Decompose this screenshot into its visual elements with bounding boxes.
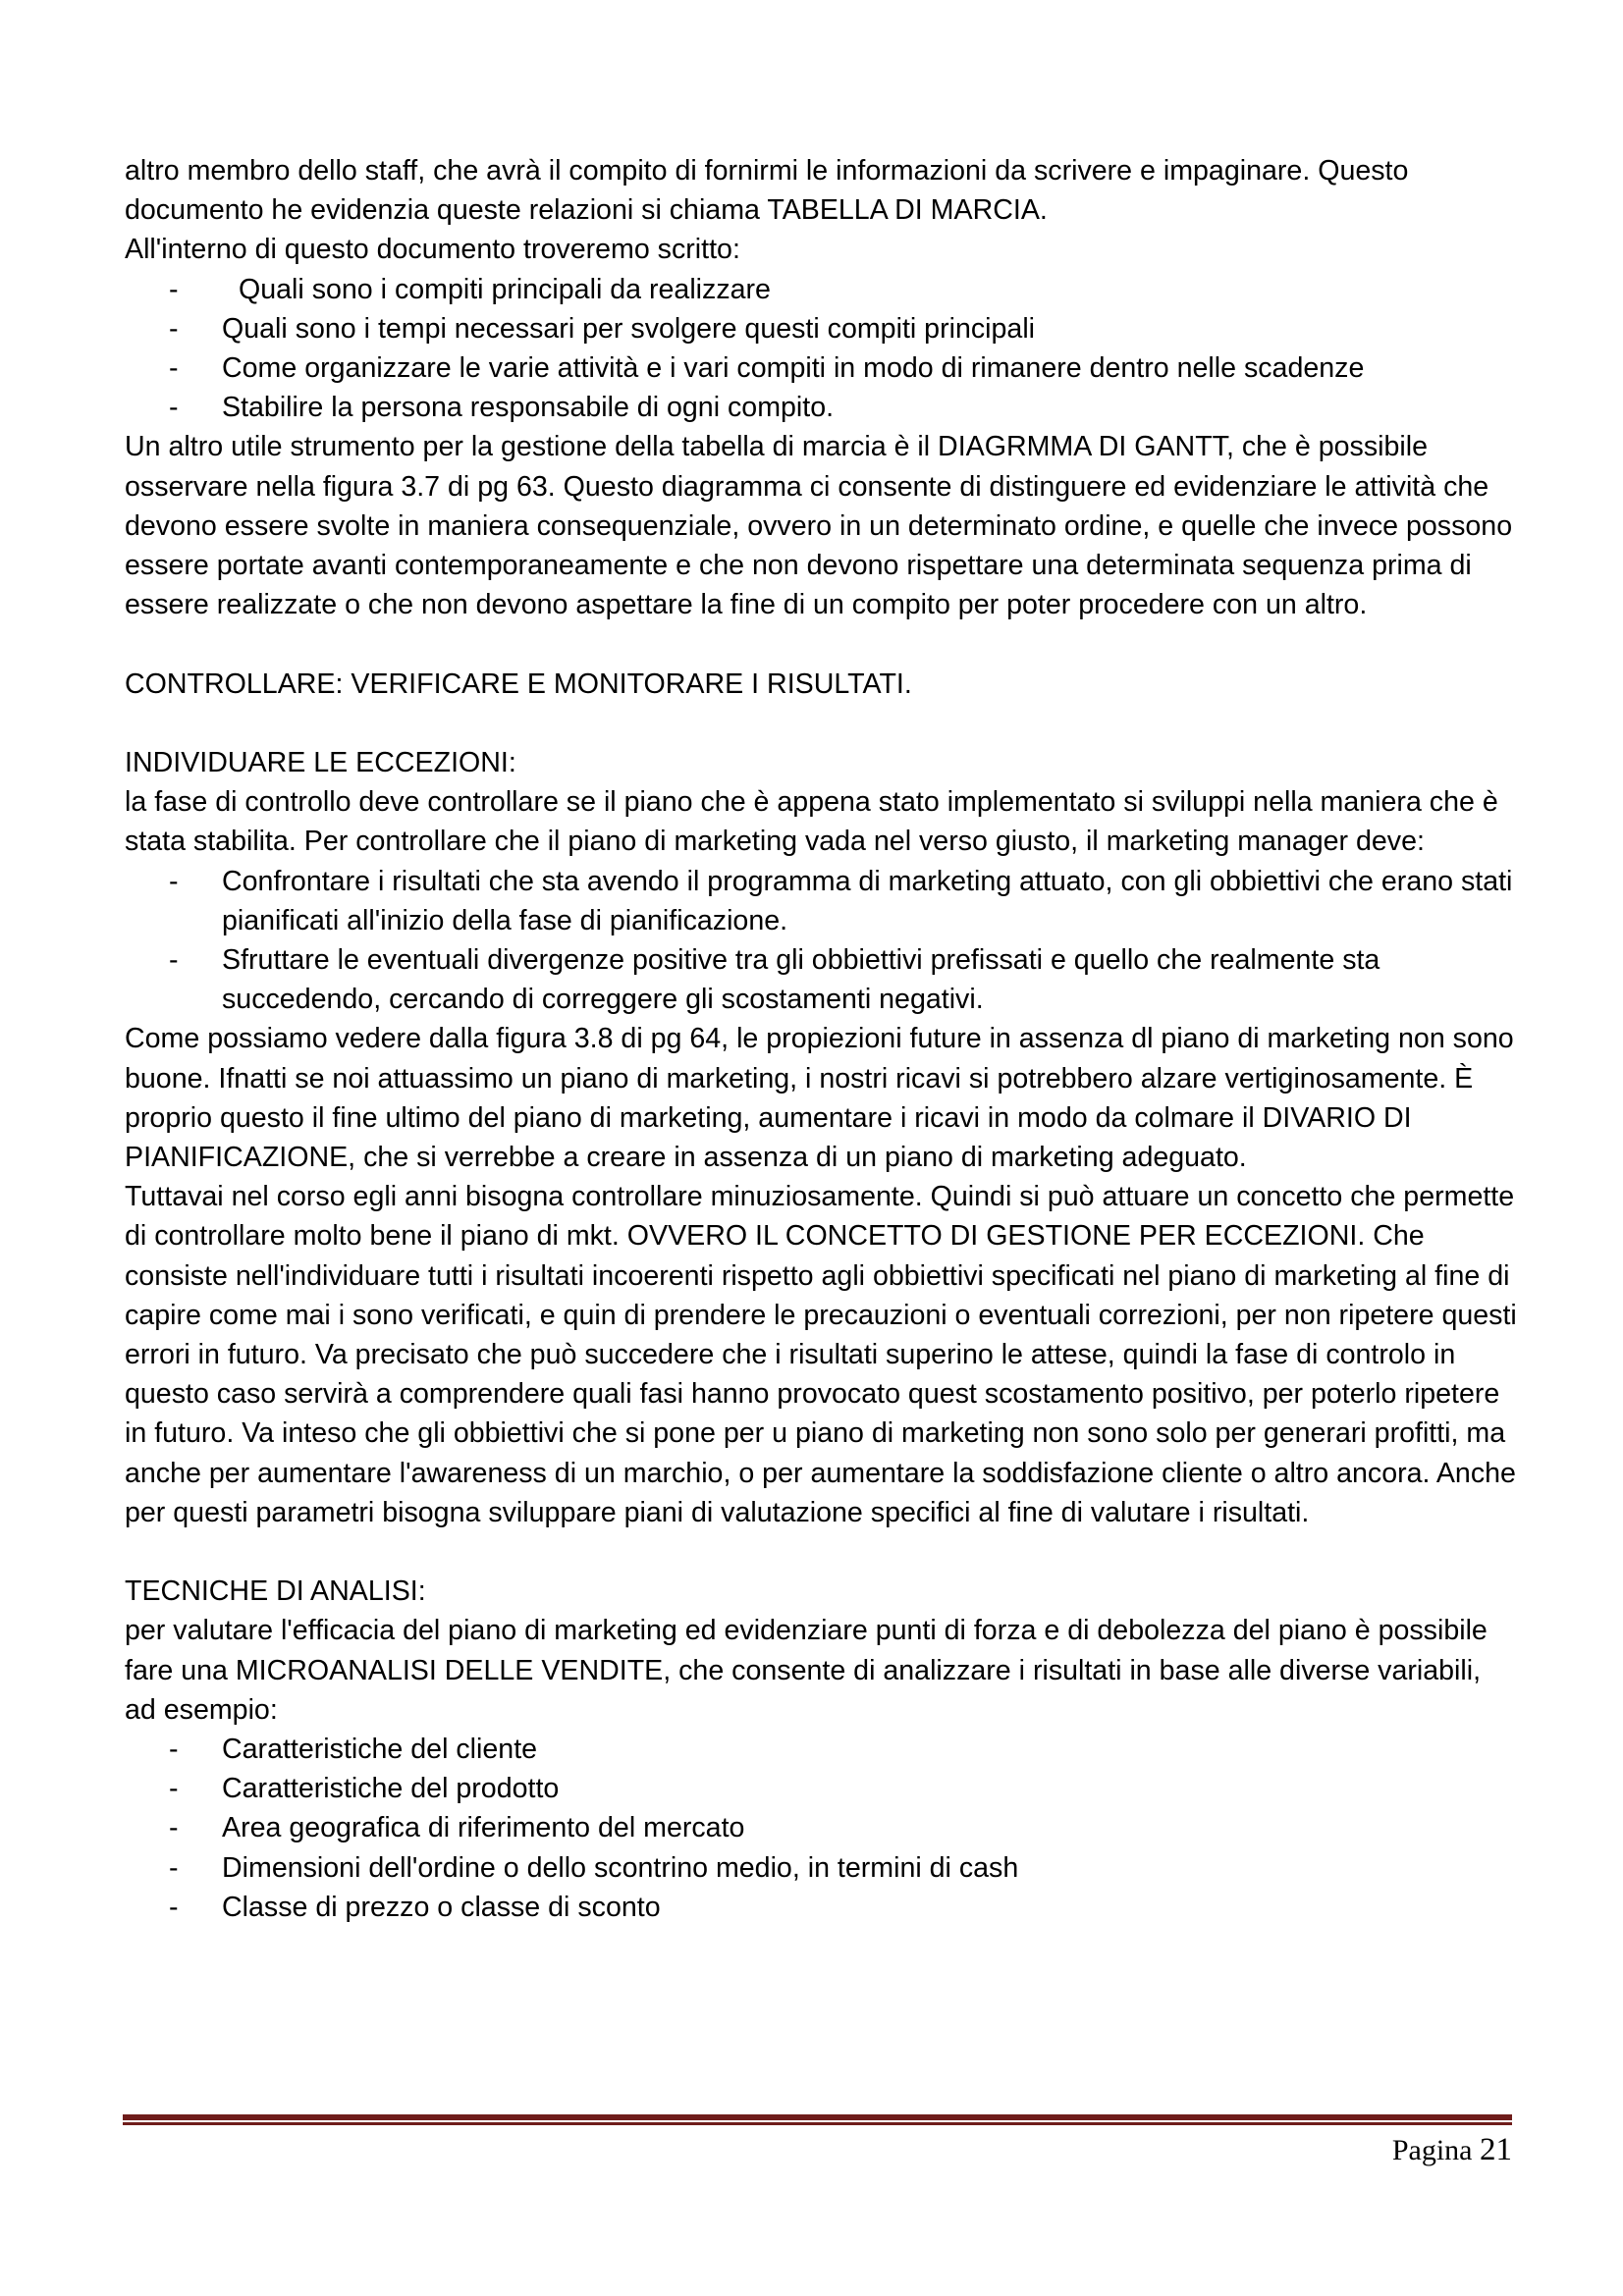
- list-item-text: Dimensioni dell'ordine o dello scontrino medio, in termini di cash: [222, 1851, 1019, 1884]
- paragraph-figura: Come possiamo vedere dalla figura 3.8 di pg 64, le propiezioni future in assenza dl piano di marketing non sono buone. Ifnatti se noi attuassimo un piano di marketing, i nostri ricavi si potrebbero alzare vertiginosamente. È proprio questo il fine ultimo del piano di marketing, aumentare i ricavi in modo da colmare il DIVARIO DI PIANIFICAZIONE, che si verrebbe a creare in assenza di un piano di marketing adeguato.: [125, 1023, 1514, 1174]
- bullet-dash: -: [169, 944, 179, 977]
- list-item-text: Area geografica di riferimento del mercato: [222, 1812, 745, 1844]
- list-item-text: Caratteristiche del prodotto: [222, 1773, 560, 1805]
- list-item-text: Classe di prezzo o classe di sconto: [222, 1891, 661, 1923]
- list-item: [125, 1769, 1519, 1808]
- paragraph-tuttavia: Tuttavai nel corso egli anni bisogna controllare minuziosamente. Quindi si può attuare un concetto che permette di controllare molto bene il piano di mkt. OVVERO IL CONCETTO DI GESTIONE PER ECCEZIONI. Che consiste nell'individuare tutti i risultati incoerenti rispetto agli obbiettivi specificati nel piano di marketing al fine di capire come mai i sono verificati, e quin di prendere le precauzioni o eventuali correzioni, per non ripetere questi errori in futuro. Va precisato che può succedere che i risultati superino le attese, quindi la fase di controlo in questo caso servirà a comprendere quali fasi hanno provocato quest scostamento positivo, per poterlo ripetere in futuro. Va inteso che gli obbiettivi che si pone per u piano di marketing non sono solo per generari profitti, ma anche per aumentare l'awareness di un marchio, o per aumentare la soddisfazione cliente o altro ancora. Anche per questi parametri bisogna sviluppare piani di valutazione specifici al fine di valutare i risultati.: [125, 1181, 1517, 1528]
- bullet-dash: -: [169, 1851, 179, 1884]
- blank-line: [125, 704, 1519, 743]
- list-item-text: Stabilire la persona responsabile di ogni compito.: [222, 392, 835, 424]
- list-item-text: Sfruttare le eventuali divergenze positive tra gli obbiettivi prefissati e quello che realmente sta succedendo, cercando di correggere gli scostamenti negativi.: [222, 944, 1380, 1016]
- list-item: [125, 348, 1519, 388]
- list-item-text: Quali sono i compiti principali da realizzare: [239, 273, 771, 305]
- blank-line: [125, 624, 1519, 664]
- list-variabili: [125, 1730, 1519, 1927]
- list-item: [125, 1808, 1519, 1847]
- bullet-dash: -: [169, 1734, 179, 1766]
- heading-individuare-eccezioni: INDIVIDUARE LE ECCEZIONI:: [125, 747, 516, 779]
- bullet-dash: -: [169, 1773, 179, 1805]
- list-item: [125, 1888, 1519, 1927]
- footer-rule: [123, 2114, 1512, 2125]
- page-body: [125, 151, 1519, 1927]
- bullet-dash: -: [169, 273, 179, 305]
- blank-line: [125, 1532, 1519, 1572]
- heading-controllare: CONTROLLARE: VERIFICARE E MONITORARE I RISULTATI.: [125, 667, 912, 700]
- bullet-dash: -: [169, 1891, 179, 1923]
- paragraph-intro: altro membro dello staff, che avrà il compito di fornirmi le informazioni da scrivere e impaginare. Questo documento he evidenzia queste relazioni si chiama TABELLA DI MARCIA.: [125, 155, 1409, 227]
- list-item-text: Caratteristiche del cliente: [222, 1734, 538, 1766]
- page-number: 21: [1480, 2132, 1512, 2167]
- bullet-dash: -: [169, 1812, 179, 1844]
- list-item: [125, 1730, 1519, 1769]
- list-item: [125, 862, 1519, 940]
- bullet-dash: -: [169, 865, 179, 897]
- list-item-text: Confrontare i risultati che sta avendo il programma di marketing attuato, con gli obbiettivi che erano stati pianificati all'inizio della fase di pianificazione.: [222, 865, 1513, 936]
- page-number-footer: [1392, 2132, 1512, 2168]
- page-label: Pagina: [1391, 2134, 1473, 2166]
- list-item: [125, 940, 1519, 1019]
- list-tabella-di-marcia: [125, 270, 1519, 428]
- list-item: [125, 1848, 1519, 1888]
- paragraph-inside-document: All'interno di questo documento troveremo scritto:: [125, 234, 740, 266]
- list-marketing-manager: [125, 862, 1519, 1020]
- list-item-text: Quali sono i tempi necessari per svolgere questi compiti principali: [222, 312, 1036, 345]
- paragraph-valutare: per valutare l'efficacia del piano di marketing ed evidenziare punti di forza e di debolezza del piano è possibile fare una MICROANALISI DELLE VENDITE, che consente di analizzare i risultati in base alle diverse variabili, ad esempio:: [125, 1615, 1488, 1726]
- list-item-text: Come organizzare le varie attività e i vari compiti in modo di rimanere dentro nelle scadenze: [222, 352, 1365, 385]
- heading-tecniche-analisi: TECNICHE DI ANALISI:: [125, 1575, 426, 1608]
- list-item: [125, 309, 1519, 348]
- paragraph-fase-controllo: la fase di controllo deve controllare se il piano che è appena stato implementato si sviluppi nella maniera che è stata stabilita. Per controllare che il piano di marketing vada nel verso giusto, il marketing manager deve:: [125, 786, 1498, 858]
- list-item: [125, 270, 1519, 309]
- bullet-dash: -: [169, 392, 179, 424]
- bullet-dash: -: [169, 352, 179, 385]
- footer-rule-thin: [123, 2122, 1512, 2125]
- list-item: [125, 388, 1519, 427]
- bullet-dash: -: [169, 312, 179, 345]
- paragraph-gantt: Un altro utile strumento per la gestione della tabella di marcia è il DIAGRMMA DI GANTT, che è possibile osservare nella figura 3.7 di pg 63. Questo diagramma ci consente di distinguere ed evidenziare le attività che devono essere svolte in maniera consequenziale, ovvero in un determinato ordine, e quelle che invece possono essere portate avanti contemporaneamente e che non devono rispettare una determinata sequenza prima di essere realizzate o che non devono aspettare la fine di un compito per poter procedere con un altro.: [125, 431, 1513, 621]
